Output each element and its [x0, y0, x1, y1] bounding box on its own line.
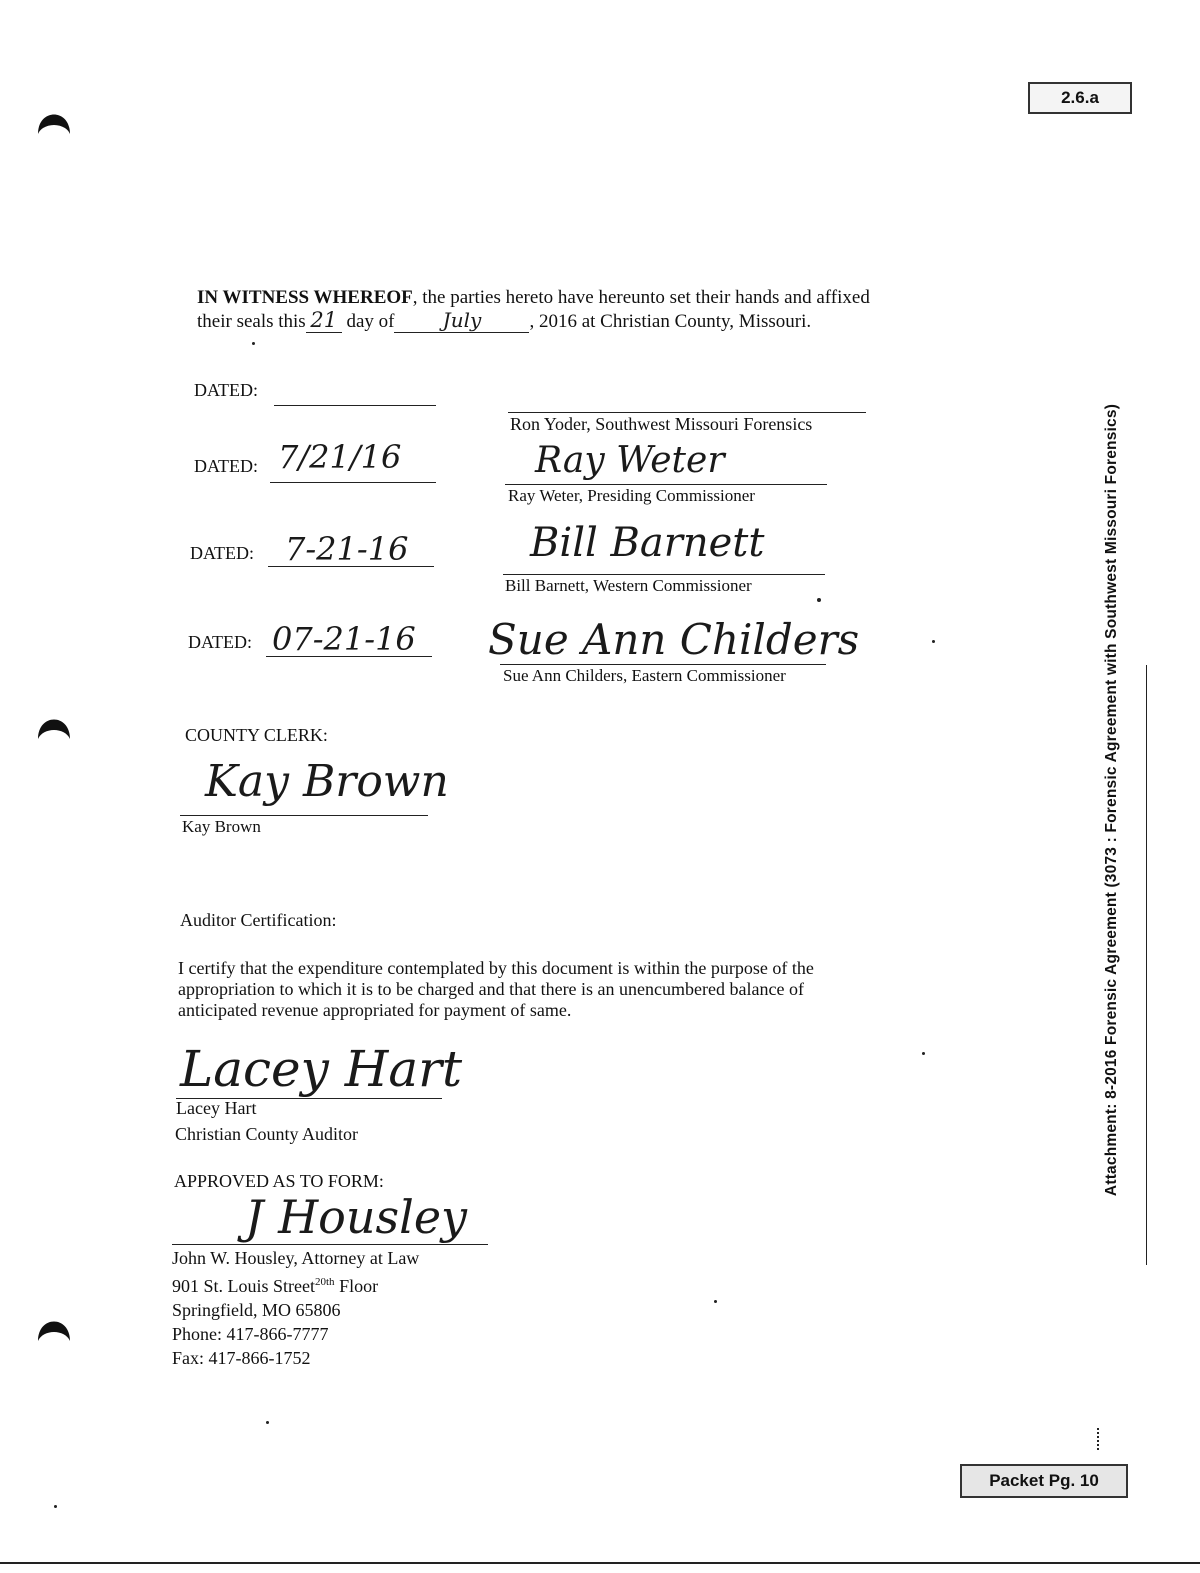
date-line — [270, 482, 436, 483]
signature-line — [505, 484, 827, 485]
auditor-title: Christian County Auditor — [175, 1124, 359, 1144]
speck — [932, 640, 935, 643]
signer-name-line: Ray Weter, Presiding Commissioner — [508, 486, 755, 505]
approved-heading: APPROVED AS TO FORM: — [174, 1171, 384, 1191]
signature-line — [503, 574, 825, 575]
speck — [1097, 1428, 1099, 1450]
attorney-block — [172, 1246, 419, 1370]
packet-page-badge: Packet Pg. 10 — [960, 1464, 1128, 1498]
punch-hole-icon — [35, 1307, 73, 1345]
dated-label: DATED: — [188, 632, 252, 652]
signature-line — [180, 815, 428, 816]
signature-line — [508, 412, 866, 413]
clerk-name: Kay Brown — [182, 817, 261, 836]
speck — [817, 598, 821, 602]
witness-line2-c: , 2016 at Christian County, Missouri. — [529, 311, 812, 332]
signer-name-line: Ron Yoder, Southwest Missouri Forensics — [510, 414, 813, 434]
attorney-city-line: Springfield, MO 65806 — [172, 1300, 341, 1320]
page-edge — [0, 1562, 1200, 1564]
county-clerk-heading: COUNTY CLERK: — [185, 725, 328, 745]
signature-handwritten: Ray Weter — [535, 440, 725, 481]
dated-label: DATED: — [194, 380, 258, 400]
date-handwritten: 07-21-16 — [272, 620, 416, 658]
dated-label: DATED: — [194, 456, 258, 476]
witness-line1: , the parties hereto have hereunto set their hands and affixed — [412, 287, 870, 308]
auditor-signature-handwritten: Lacey Hart — [180, 1040, 463, 1098]
signature-line — [172, 1244, 488, 1245]
page-ref-badge: 2.6.a — [1028, 82, 1132, 114]
attorney-fax-line: Fax: 417-866-1752 — [172, 1348, 311, 1368]
witness-paragraph — [197, 286, 957, 333]
speck — [714, 1300, 717, 1303]
date-line — [268, 566, 434, 567]
signature-handwritten: Bill Barnett — [530, 520, 765, 566]
witness-line2-a: their seals this — [197, 311, 306, 332]
auditor-para-line: anticipated revenue appropriated for payment of same. — [178, 1000, 572, 1020]
attorney-signature-handwritten: J Housley — [245, 1190, 468, 1244]
auditor-name: Lacey Hart — [176, 1098, 257, 1118]
month-handwritten: July — [394, 309, 529, 333]
signature-line — [500, 664, 826, 665]
date-handwritten: 7/21/16 — [278, 438, 402, 476]
signer-name-line: Bill Barnett, Western Commissioner — [505, 576, 752, 595]
auditor-para-line: appropriation to which it is to be charged and that there is an unencumbered balance of — [178, 979, 804, 999]
signer-name-line: Sue Ann Childers, Eastern Commissioner — [503, 666, 786, 685]
date-handwritten: 7-21-16 — [285, 530, 409, 568]
date-line — [266, 656, 432, 657]
side-rule — [1146, 665, 1147, 1265]
attorney-address-line: 901 St. Louis Street$^{20th}$ Floor — [172, 1276, 379, 1296]
attorney-name-line: John W. Housley, Attorney at Law — [172, 1248, 420, 1268]
speck — [252, 342, 255, 345]
speck — [54, 1505, 57, 1508]
auditor-para-line: I certify that the expenditure contemplated by this document is within the purpose of the — [178, 958, 814, 978]
auditor-paragraph — [178, 958, 814, 1021]
day-handwritten: 21 — [306, 309, 342, 333]
auditor-heading: Auditor Certification: — [180, 910, 337, 930]
attachment-side-note: Attachment: 8-2016 Forensic Agreement (3073 : Forensic Agreement with Southwest Missouri Forensics) — [1103, 403, 1120, 1197]
clerk-signature-handwritten: Kay Brown — [205, 756, 449, 807]
speck — [922, 1052, 925, 1055]
punch-hole-icon — [35, 705, 73, 743]
date-line — [274, 405, 436, 406]
witness-line2-b: day of — [346, 311, 395, 332]
attorney-phone-line: Phone: 417-866-7777 — [172, 1324, 329, 1344]
speck — [266, 1421, 269, 1424]
signature-handwritten: Sue Ann Childers — [488, 615, 860, 664]
witness-lead: IN WITNESS WHEREOF — [197, 287, 413, 308]
dated-label: DATED: — [190, 543, 254, 563]
punch-hole-icon — [35, 100, 73, 138]
